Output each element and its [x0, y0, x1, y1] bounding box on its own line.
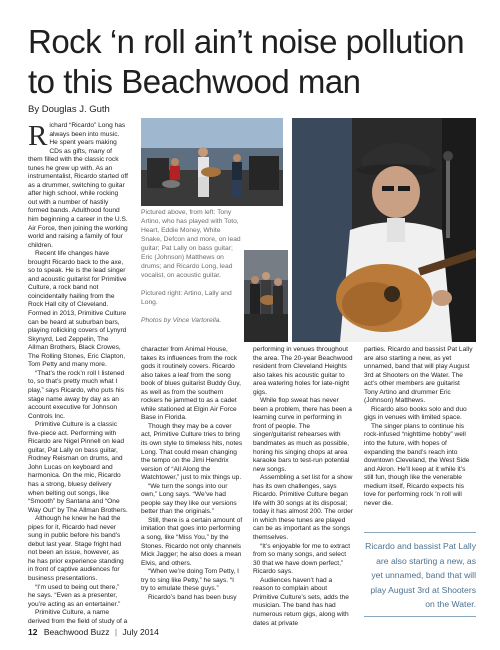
trio-photo — [244, 250, 288, 342]
pull-quote: Ricardo and bassist Pat Lally are also starting a new, as yet unnamed, band that will play August 3rd at Shooters on the Water. — [364, 532, 476, 617]
caption-above: Pictured above, from left: Tony Artino, who has played with Toto, Heart, Eddie Money, White Snake, Defcon and more, on lead guitar; Pat Lally on bass guitar; Eric (Johnson) Matthews on drums; and Ricardo Long, lead vocalist, on acoustic guitar. — [141, 209, 241, 279]
paragraph: Still, there is a certain amount of imitation that goes into performing a song, like “Miss You,” by the Stones. Ricardo not only channels Mick Jagger; he also does a mean Elvis, and others. — [141, 516, 243, 567]
photo-caption — [141, 208, 241, 334]
paragraph: parties. Ricardo and bassist Pat Lally are also starting a new, as yet unnamed, band that will play August 3rd at Shooters on the Water. The act’s other members are guitarist Tony Artino and drummer Eric (Johnson) Matthews. — [364, 346, 473, 405]
page-number: 12 — [28, 627, 38, 637]
caption-right: Pictured right: Artino, Lally and Long. — [141, 290, 232, 306]
paragraph: performing in venues throughout the area. The 20-year Beachwood resident from Cleveland Heights also takes his acoustic guitar to area watering holes for late-night gigs. — [253, 346, 353, 396]
paragraph: “I’m used to being out there,” he says. “Even as a presenter, you’re acting as an entertainer.” — [28, 583, 121, 608]
photo-credit: Photos by Vince Vartorella. — [141, 317, 222, 324]
article-headline: Rock ‘n roll ain’t noise pollution to this Beachwood man — [28, 23, 465, 100]
paragraph: character from Animal House, takes its influences from the rock gods it routinely covers. Ricardo also takes a leaf from the song book of blues guitarist Buddy Guy, as well as from the southern rockers he jammed to as a cadet while stationed at Elgin Air Force Base in Florida. — [141, 346, 241, 422]
article-column-3 — [253, 346, 353, 626]
paragraph: The singer plans to continue his rock-infused “nighttime hobby” well into the future, with hopes of expanding the band’s reach into downtown Cleveland, the West Side and Akron. He’ll keep at it while it’s still fun, though like the venerable medium itself, Ricardo expects his love for performing rock ’n roll will never die. — [364, 422, 470, 507]
article-column-1 — [28, 122, 128, 626]
paragraph: Ricardo’s band has been busy — [148, 593, 237, 601]
paragraph: “When we’re doing Tom Petty, I try to sing like Petty,” he says. “I try to emulate these guys.” — [141, 568, 240, 593]
ricardo-guitar-photo — [292, 118, 476, 342]
paragraph: Though they may be a cover act, Primitive Culture tries to bring its own style to timeless hits, notes Long. That could mean changing the tempo on the Jimi Hendrix version of “All Along the Watchtower,” just to mix things up. — [141, 422, 243, 482]
paragraph: “That’s the rock’n roll I listened to, so that’s pretty much what I play,” says Ricardo, who puts his stage name away by day as an account executive for Johnson Controls Inc. — [28, 369, 125, 420]
band-stage-photo — [141, 118, 283, 206]
paragraph: Audiences haven’t had a reason to complain about Primitive Culture’s sets, adds the musician. The band has had numerous return gigs, along with dates at private — [253, 576, 349, 626]
paragraph: While flop sweat has never been a problem, there has been a learning curve in performing in front of people. The singer/guitarist rehearses with bandmates as much as possible, honing his singing chops at area karaoke bars to test-run potential new songs. — [253, 397, 352, 473]
paragraph: “We turn the songs into our own,” Long says. “We’ve had people say they like our versions better than the originals.” — [141, 482, 237, 516]
paragraph: Assembling a set list for a show has its own challenges, says Ricardo. Primitive Culture began life with 30 songs at its disposal; today it has almost 200. The order in which these tunes are played can be as important as the songs themselves. — [253, 474, 353, 542]
paragraph: Recent life changes have brought Ricardo back to the axe, so to speak. He is the lead singer and acoustic guitarist for Primitive Culture, a rock band not coincidentally hailing from the Rock Hall city of Cleveland. Formed in 2013, Primitive Culture can be heard at suburban bars, playing rollicking covers of Lynyrd Skynyrd, Led Zeppelin, The Allman Brothers, Black Crowes, The Rolling Stones, Eric Clapton, Tom Petty and many more. — [28, 250, 127, 369]
paragraph: Richard “Ricardo” Long has always been into music. He spent years making CDs as gifts, many of them filled with the classic rock tunes he grew up with. As an instrumentalist, Ricardo started off as a drummer, switching to guitar after high school, while rocking out with a number of hastily formed bands. Adulthood found him beginning a career in the U.S. Air Force, then joining the working world and raising a family of four children. — [28, 122, 128, 249]
paragraph: Ricardo also books solo and duo gigs in venues with limited space. — [364, 405, 467, 422]
paragraph: Although he knew he had the pipes for it, Ricardo had never sung in public before his band’s debut last year. Stage fright had not been an issue, however, as he has prior experience standing in front of captive audiences for business presentations. — [28, 515, 124, 582]
paragraph: “It’s enjoyable for me to extract from so many songs, and select 30 that we have down perfect,” Ricardo says. — [253, 542, 351, 576]
paragraph: Primitive Culture is a classic five-piece act. Performing with Ricardo are Nigel Pinnell on lead guitar, Pat Lally on bass guitar, Rodney Reisman on drums, and John Lucas on keyboard and harmonica. On the mic, Ricardo has a strong, bluesy delivery when belting out songs, like “Smooth” by Santana and “One Way Out” by The Allman Brothers. — [28, 421, 128, 514]
article-column-2 — [141, 346, 243, 626]
drop-cap: R — [28, 122, 48, 152]
issue-date: July 2014 — [122, 627, 159, 637]
publication-name: Beachwood Buzz — [43, 627, 110, 637]
footer-separator: | — [114, 627, 118, 637]
page-footer — [28, 627, 159, 637]
paragraph: Primitive Culture, a name derived from the field of study of a — [28, 609, 128, 625]
article-column-4 — [364, 346, 474, 526]
byline: By Douglas J. Guth — [28, 104, 110, 115]
